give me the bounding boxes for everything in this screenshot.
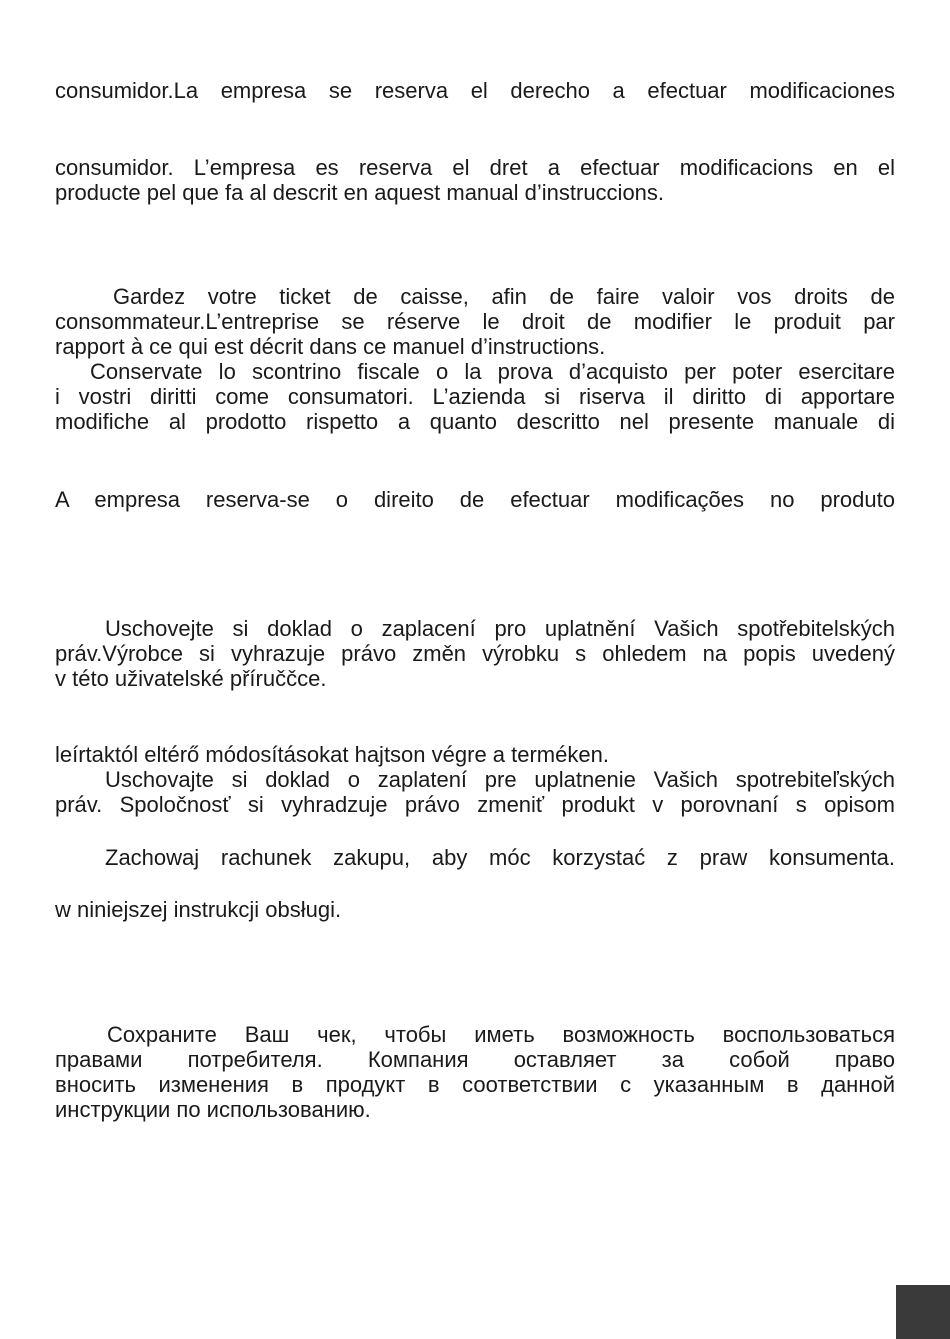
pl-text-line: w niniejszej instrukcji obsługi. (55, 897, 342, 922)
pl-text-line: Zachowaj rachunek zakupu, aby móc korzystać z praw konsumenta. (105, 845, 895, 870)
ca-text-line: producte pel que fa al descrit en aquest manual d’instruccions. (55, 180, 665, 205)
hu-text-line: leírtaktól eltérő módosításokat hajtson végre a terméken. (55, 742, 609, 767)
ru-text-line: вносить изменения в продукт в соответствии с указанным в данной (55, 1072, 895, 1097)
cs-text-line: práv.Výrobce si vyhrazuje právo změn výrobku s ohledem na popis uvedený (55, 641, 895, 666)
it-text-line: i vostri diritti come consumatori. L’azienda si riserva il diritto di apportare (55, 384, 895, 409)
fr-text-line: Gardez votre ticket de caisse, afin de faire valoir vos droits de (113, 284, 895, 309)
ru-text-line: инструкции по использованию. (55, 1097, 371, 1122)
ru-text-line: правами потребителя. Компания оставляет за собой право (55, 1047, 895, 1072)
it-text-line: Conservate lo scontrino fiscale o la prova d’acquisto per poter esercitare (90, 359, 895, 384)
es-text-line: consumidor.La empresa se reserva el derecho a efectuar modificaciones (55, 78, 895, 103)
it-text-line: modifiche al prodotto rispetto a quanto descritto nel presente manuale di (55, 409, 895, 434)
cs-text-line: v této uživatelské příruččce. (55, 666, 327, 691)
cs-text-line: Uschovejte si doklad o zaplacení pro uplatnění Vašich spotřebitelských (105, 616, 895, 641)
fr-text-line: consommateur.L’entreprise se réserve le droit de modifier le produit par (55, 309, 895, 334)
ca-text-line: consumidor. L’empresa es reserva el dret a efectuar modificacions en el (55, 155, 895, 180)
sk-text-line: Uschovajte si doklad o zaplatení pre uplatnenie Vašich spotrebiteľských (105, 767, 895, 792)
fr-text-line: rapport à ce qui est décrit dans ce manuel d’instructions. (55, 334, 606, 359)
sk-text-line: práv. Spoločnosť si vyhradzuje právo zmeniť produkt v porovnaní s opisom (55, 792, 895, 817)
pt-text-line: A empresa reserva-se o direito de efectuar modificações no produto (55, 487, 895, 512)
page-corner-tab (896, 1285, 950, 1339)
ru-text-line: Сохраните Ваш чек, чтобы иметь возможность воспользоваться (107, 1022, 895, 1047)
